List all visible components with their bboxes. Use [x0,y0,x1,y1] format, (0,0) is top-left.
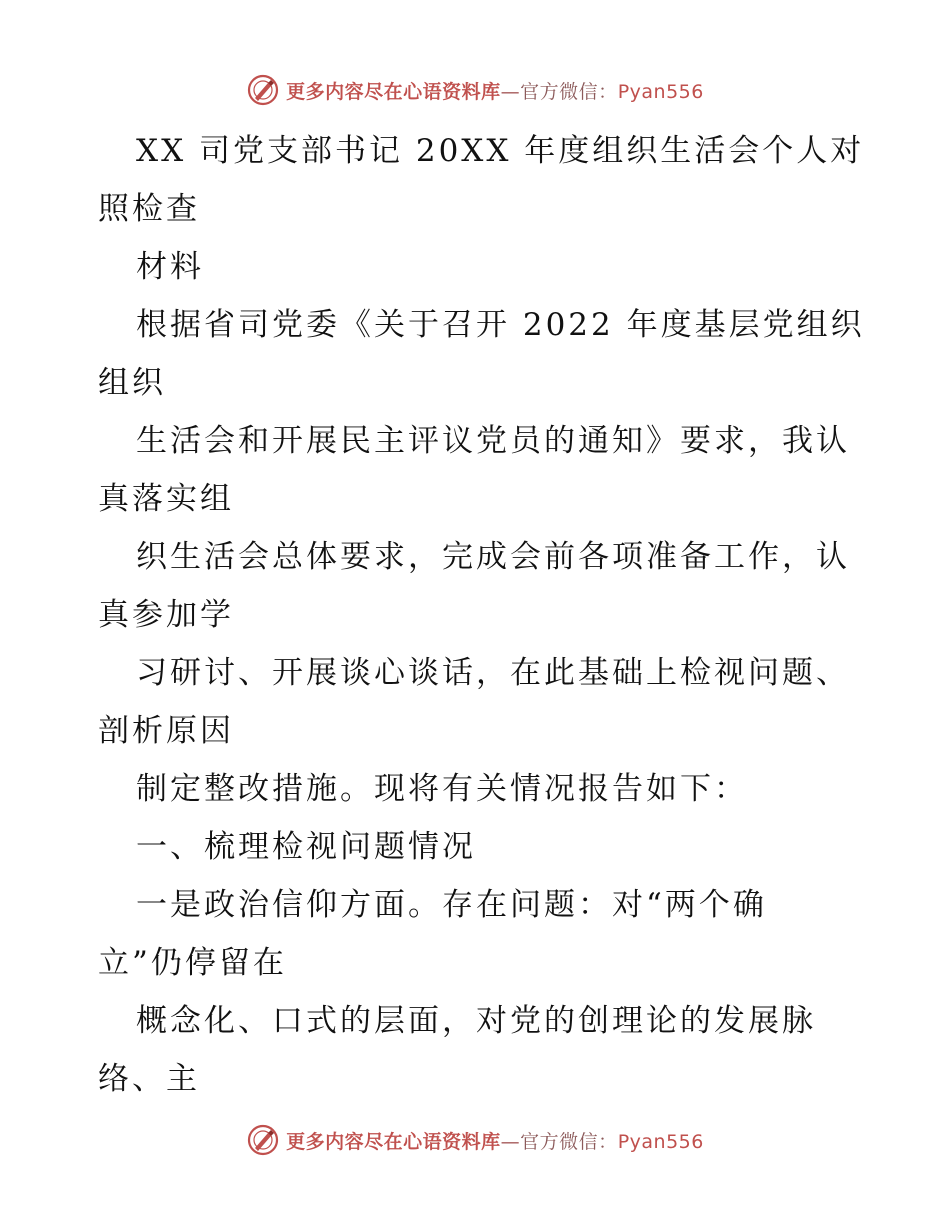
watermark-lead: 更多内容尽在心语资料库 [286,1130,501,1153]
header-watermark [0,70,950,110]
watermark-id: Pyan556 [617,80,704,103]
paragraph-line: 一是政治信仰方面。存在问题：对“两个确 [136,887,767,923]
watermark-text [286,77,704,104]
paragraph-line: 概念化、口式的层面，对党的创理论的发展脉 [136,1003,816,1039]
section-heading: 一、梳理检视问题情况 [136,829,476,865]
paragraph-line: 织生活会总体要求，完成会前各项准备工作，认 [136,539,850,575]
paragraph-line: 剖析原因 [98,713,234,749]
watermark-official: 官方微信： [520,1130,618,1153]
title-line-1: XX 司党支部书记 20XX 年度组织生活会个人对 [136,133,865,169]
title-line-2: 照检查 [98,191,200,227]
paragraph-line: 组织 [98,365,166,401]
paragraph-line: 真落实组 [98,481,234,517]
paragraph-line: 真参加学 [98,597,234,633]
document-body [98,122,865,1108]
paragraph-line: 络、主 [98,1061,200,1097]
paragraph-line: 立”仍停留在 [98,945,287,981]
watermark-separator: — [500,80,521,103]
paragraph-line: 制定整改措施。现将有关情况报告如下： [136,771,748,807]
footer-watermark [0,1120,950,1160]
watermark-lead: 更多内容尽在心语资料库 [286,80,501,103]
paragraph-line: 习研讨、开展谈心谈话，在此基础上检视问题、 [136,655,850,691]
title-line-3: 材料 [136,249,204,285]
watermark-official: 官方微信： [520,80,618,103]
watermark-separator: — [500,1130,521,1153]
paragraph-line: 生活会和开展民主评议党员的通知》要求，我认 [136,423,850,459]
watermark-id: Pyan556 [617,1130,704,1153]
pen-logo-icon [246,1123,280,1157]
watermark-text [286,1127,704,1154]
pen-logo-icon [246,73,280,107]
paragraph-line: 根据省司党委《关于召开 2022 年度基层党组织 [136,307,865,343]
